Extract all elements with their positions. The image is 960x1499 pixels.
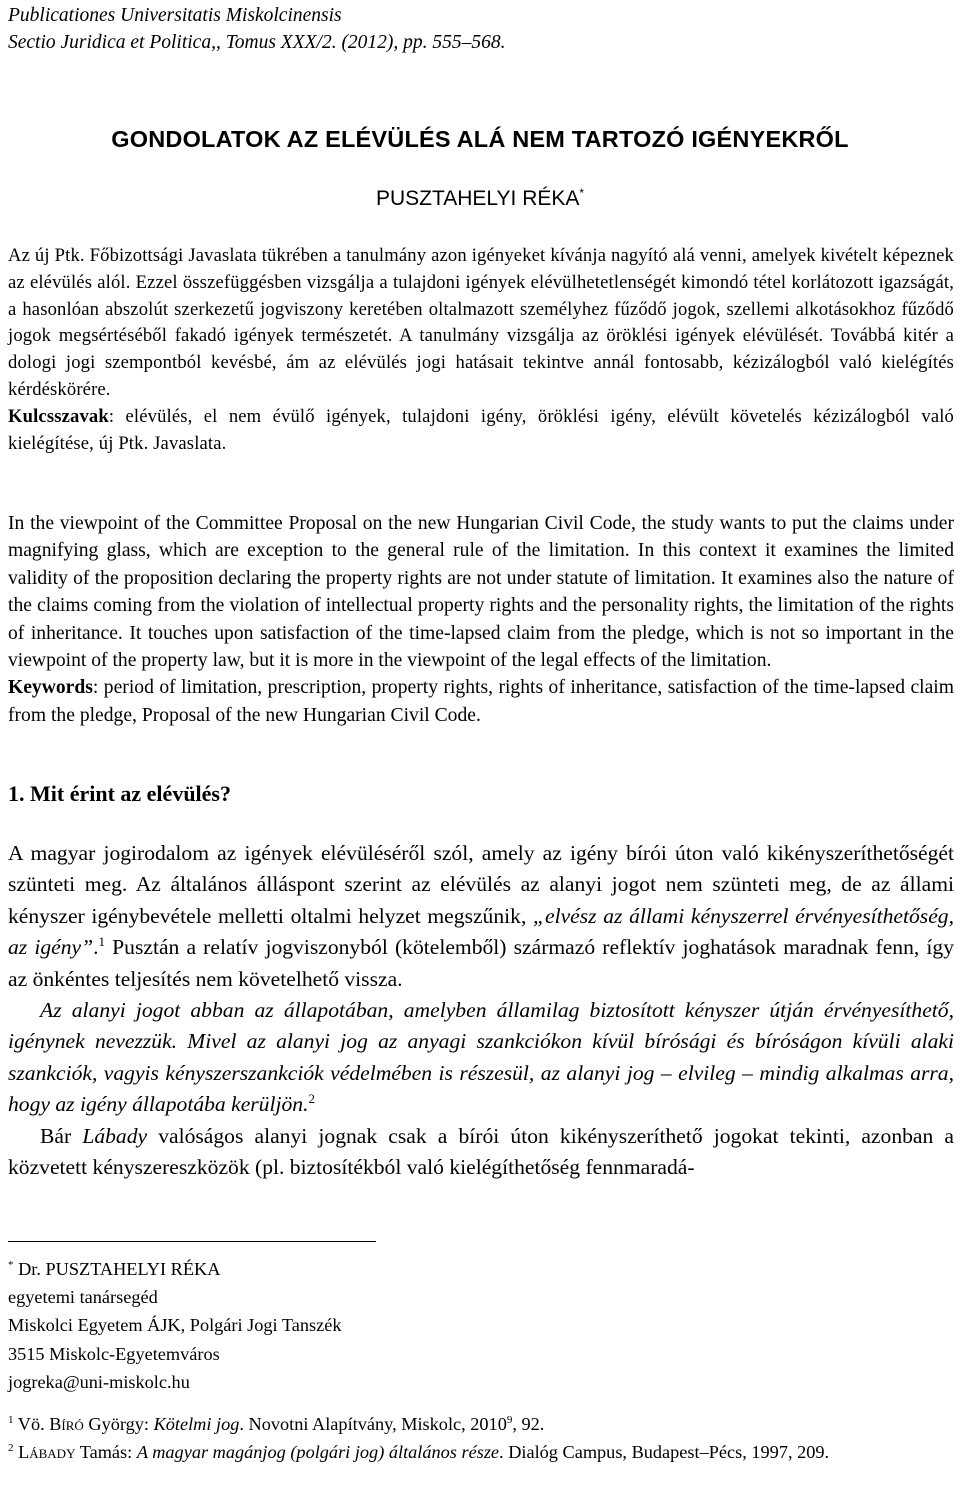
footnote-author-email[interactable]: jogreka@uni-miskolc.hu — [8, 1371, 190, 1392]
body-text-run: Bár — [40, 1123, 83, 1148]
footnote-divider — [8, 1241, 376, 1242]
author-name: PUSZTAHELYI RÉKA — [375, 187, 580, 210]
abstract-english — [8, 510, 954, 729]
abstract-hu-text: Az új Ptk. Főbizottsági Javaslata tükrében a tanulmány azon igényeket kívánja nagyító alá venni, amelyek kivételt képeznek az elévülés alól. Ezzel összefüggésben vizsgálja a tulajdoni igények elévülhetetlenségét kimondó tétel korlátozott igazságát, a hasonlóan abszolút szerkezetű jogviszony keretében oltalmazott személyhez fűződő jogok, szellemi alkotásokhoz fűződő jogok megsértéséből fakadó igények természetét. A tanulmány vizsgálja az öröklési igények elévülését. Továbbá kitér a dologi jogi szempontból kevésbé, ám az elévülés jogi hatásait tekintve annál fontosabb, kézizálogból való kielégítés kérdéskörére. — [8, 245, 954, 400]
footnote-author-address: 3515 Miskolc-Egyetemváros — [8, 1343, 220, 1364]
footnote-ref-2[interactable]: 2 — [308, 1091, 315, 1107]
keywords-en-list: : period of limitation, prescription, property rights, rights of inheritance, satisfaction of the time-lapsed claim from the pledge, Proposal of the new Hungarian Civil Code. — [8, 677, 954, 726]
footnote-text-run: Tamás: — [75, 1442, 137, 1463]
footnote-1 — [8, 1410, 954, 1438]
body-text-run: . — [93, 935, 99, 960]
footnote-text-run: , 92. — [512, 1414, 545, 1435]
journal-issue: Sectio Juridica et Politica,, Tomus XXX/2. (2012), pp. 555–568. — [8, 32, 506, 53]
footnote-number: 2 — [8, 1442, 14, 1455]
body-paragraph — [8, 1121, 954, 1184]
body-text — [8, 838, 954, 1183]
keywords-hu-label: Kulcsszavak — [8, 405, 109, 427]
footnote-text-run: Vö. — [13, 1414, 50, 1435]
author-footnote-mark[interactable]: * — [579, 186, 585, 200]
footnote-author-position: egyetemi tanársegéd — [8, 1287, 158, 1308]
footnote-2 — [8, 1438, 954, 1466]
footnote-ref-1[interactable]: 1 — [98, 934, 106, 950]
footnote-cited-title: A magyar magánjog (polgári jog) általános része — [136, 1442, 500, 1463]
footnote-text-run: . Novotni Alapítvány, Miskolc, 2010 — [239, 1414, 507, 1435]
body-paragraph — [8, 995, 954, 1121]
author-footnote-name-line — [8, 1255, 954, 1283]
abstract-hungarian — [8, 243, 954, 457]
cited-author: Lábady — [82, 1123, 148, 1148]
italic-definition: Az alanyi jogot abban az állapotában, amelyben államilag biztosított kényszer útján érvényesíthető, igénynek nevezzük. Mivel az alanyi jog az anyagi szankciókon kívül bírósági és bíróságon kívüli alaki szankciók, vagyis kényszerszankciók védelmében is részesül, az alanyi jog – elvileg – mindig alkalmas arra, hogy az igény állapotába kerüljön. — [8, 998, 954, 1117]
body-text-run: Pusztán a relatív jogviszonyból (kötelemből) származó reflektív joghatások maradnak fenn, így az önkéntes teljesítés nem követelhető vissza. — [8, 935, 954, 991]
body-text-run: valóságos alanyi jognak csak a bírói úton kikényszeríthető jogokat tekinti, azonban a közvetett kényszereszközök (pl. biztosítékból való kielégíthetőség fennmaradá- — [8, 1123, 955, 1180]
footnote-cited-author: Lábady — [13, 1442, 76, 1463]
footnote-number: 1 — [8, 1413, 14, 1426]
keywords-en — [8, 674, 954, 729]
footnote-author-name: Dr. PUSZTAHELYI RÉKA — [13, 1259, 221, 1279]
author-line — [0, 186, 960, 211]
body-paragraph — [8, 838, 954, 995]
keywords-hu — [8, 404, 954, 458]
journal-header — [8, 2, 506, 56]
footnote-spacer — [8, 1396, 954, 1410]
footnote-text-run: . Dialóg Campus, Budapest–Pécs, 1997, 209. — [499, 1442, 830, 1463]
quoted-text: „elvész az állami kényszerrel érvényesíthetőség, az igény” — [8, 903, 954, 960]
footnote-mark: * — [8, 1258, 14, 1271]
footnotes — [8, 1255, 954, 1466]
footnote-cited-title: Kötelmi jog — [153, 1414, 240, 1435]
keywords-en-label: Keywords — [8, 677, 93, 699]
footnote-text-run: György: — [83, 1414, 154, 1435]
section-heading: 1. Mit érint az elévülés? — [8, 781, 231, 806]
footnote-cited-author: Bíró — [49, 1414, 84, 1435]
edition-superscript: 9 — [506, 1413, 513, 1426]
author-footnote — [8, 1255, 954, 1396]
paper-title: GONDOLATOK AZ ELÉVÜLÉS ALÁ NEM TARTOZÓ IGÉNYEKRŐL — [111, 126, 849, 152]
footnote-author-affiliation: Miskolci Egyetem ÁJK, Polgári Jogi Tanszék — [8, 1315, 342, 1336]
abstract-en-text: In the viewpoint of the Committee Proposal on the new Hungarian Civil Code, the study wants to put the claims under magnifying glass, which are exception to the general rule of the limitation. In this context it examines the limited validity of the proposition declaring the property rights are not under statute of limitation. It examines also the nature of the claims coming from the violation of intellectual property rights and the personality rights, the limitation of the rights of inheritance. It touches upon satisfaction of the time-lapsed claim from the pledge, which is not so important in the viewpoint of the property law, but it is more in the viewpoint of the legal effects of the limitation. — [8, 513, 954, 672]
body-text-run: A magyar jogirodalom az igények elévüléséről szól, amely az igény bírói úton való kikényszeríthetőségét szünteti meg. Az általános álláspont szerint az elévülés az alanyi jogot nem szünteti meg, de az állami kényszer igénybevétele melletti oltalmi helyzet megszűnik, — [8, 841, 954, 928]
journal-name: Publicationes Universitatis Miskolcinensis — [8, 5, 342, 26]
keywords-hu-list: : elévülés, el nem évülő igények, tulajdoni igény, öröklési igény, elévült követelés kézizálogból való kielégítése, új Ptk. Javaslata. — [8, 405, 954, 454]
